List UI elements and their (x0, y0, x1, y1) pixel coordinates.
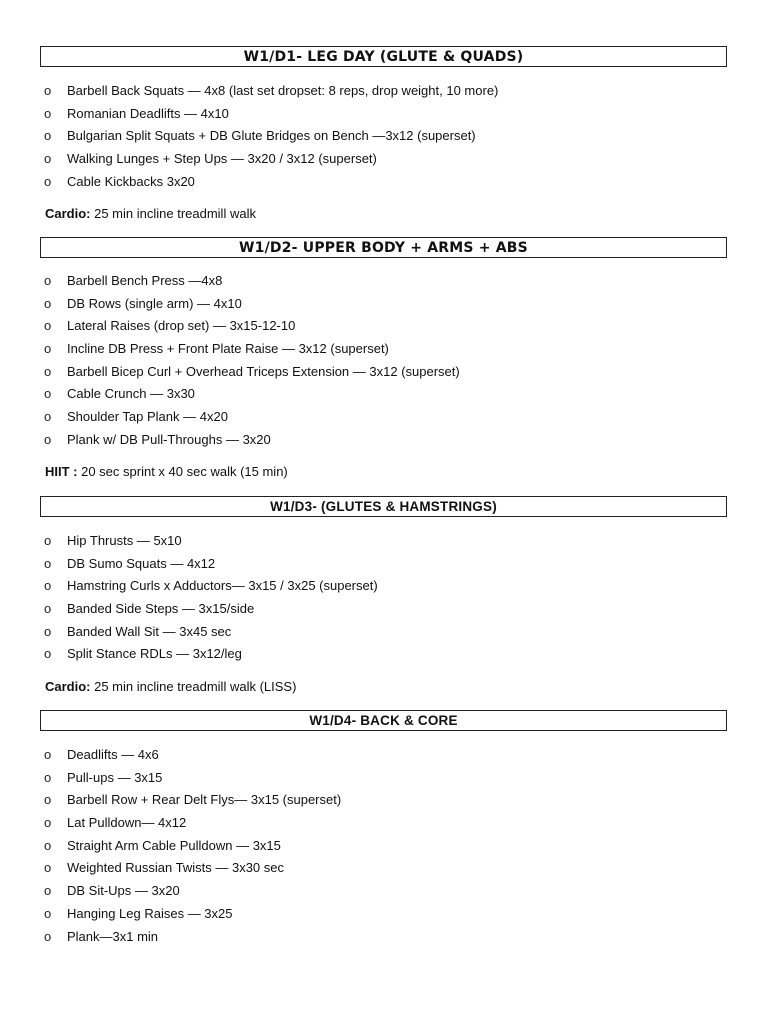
bullet-icon: o (44, 837, 52, 853)
day3-title: W1/D3- (GLUTES & HAMSTRINGS) (40, 496, 727, 517)
exercise-text: Barbell Bicep Curl + Overhead Triceps Extension — 3x12 (superset) (67, 363, 460, 379)
exercise-item (44, 361, 460, 384)
day1-cardio-label: Cardio: (45, 206, 91, 221)
exercise-item (44, 643, 378, 666)
exercise-item (44, 125, 498, 148)
bullet-icon: o (44, 151, 52, 167)
exercise-text: Hip Thrusts — 5x10 (67, 533, 182, 548)
exercise-item (44, 598, 378, 621)
exercise-text: Split Stance RDLs — 3x12/leg (67, 646, 242, 662)
exercise-item (44, 270, 460, 293)
day3-cardio-text: 25 min incline treadmill walk (LISS) (90, 679, 297, 694)
day1-exercise-list (44, 80, 498, 193)
exercise-text: Barbell Bench Press —4x8 (67, 273, 223, 288)
exercise-item (44, 880, 341, 903)
day2-title: W1/D2- UPPER BODY + ARMS + ABS (40, 237, 727, 258)
exercise-text: Bulgarian Split Squats + DB Glute Bridges on Bench —3x12 (superset) (67, 128, 476, 144)
day1-cardio-text: 25 min incline treadmill walk (90, 206, 256, 221)
bullet-icon: o (44, 769, 52, 785)
day1-title: W1/D1- LEG DAY (GLUTE & QUADS) (40, 46, 727, 67)
bullet-icon: o (44, 386, 52, 402)
exercise-text: Hanging Leg Raises — 3x25 (67, 905, 233, 921)
bullet-icon: o (44, 273, 52, 288)
exercise-item (44, 293, 460, 316)
bullet-icon: o (44, 905, 52, 921)
bullet-icon: o (44, 318, 52, 334)
day3-cardio-label: Cardio: (45, 679, 91, 694)
exercise-item (44, 903, 341, 926)
bullet-icon: o (44, 601, 52, 617)
bullet-icon: o (44, 173, 52, 189)
bullet-icon: o (44, 105, 52, 121)
exercise-item (44, 575, 378, 598)
bullet-icon: o (44, 533, 52, 548)
bullet-icon: o (44, 431, 52, 447)
day4-exercise-list (44, 744, 341, 948)
exercise-text: Pull-ups — 3x15 (67, 769, 163, 785)
day2-exercise-list (44, 270, 460, 452)
exercise-item (44, 148, 498, 171)
exercise-text: Deadlifts — 4x6 (67, 747, 159, 762)
exercise-item (44, 530, 378, 553)
exercise-text: Shoulder Tap Plank — 4x20 (67, 409, 228, 425)
day2-hiit-text: 20 sec sprint x 40 sec walk (15 min) (77, 464, 288, 479)
exercise-text: Barbell Row + Rear Delt Flys— 3x15 (superset) (67, 792, 342, 808)
day2-hiit-label: HIIT : (45, 464, 78, 479)
exercise-item (44, 553, 378, 576)
exercise-item (44, 857, 341, 880)
bullet-icon: o (44, 295, 52, 311)
bullet-icon: o (44, 815, 52, 831)
bullet-icon: o (44, 883, 52, 899)
exercise-text: Cable Kickbacks 3x20 (67, 173, 195, 189)
day1-cardio-note (45, 206, 256, 221)
exercise-item (44, 744, 341, 767)
bullet-icon: o (44, 747, 52, 762)
exercise-item (44, 429, 460, 452)
bullet-icon: o (44, 128, 52, 144)
exercise-text: Plank—3x1 min (67, 928, 159, 944)
bullet-icon: o (44, 555, 52, 571)
exercise-item (44, 338, 460, 361)
exercise-text: DB Rows (single arm) — 4x10 (67, 295, 242, 311)
day4-title: W1/D4- BACK & CORE (40, 710, 727, 731)
exercise-item (44, 789, 341, 812)
day3-exercise-list (44, 530, 378, 666)
exercise-item (44, 621, 378, 644)
bullet-icon: o (44, 578, 52, 594)
bullet-icon: o (44, 341, 52, 357)
bullet-icon: o (44, 928, 52, 944)
exercise-text: Walking Lunges + Step Ups — 3x20 / 3x12 (superset) (67, 151, 377, 167)
bullet-icon: o (44, 83, 52, 98)
exercise-text: DB Sit-Ups — 3x20 (67, 883, 180, 899)
bullet-icon: o (44, 623, 52, 639)
exercise-item (44, 383, 460, 406)
exercise-item (44, 926, 341, 949)
exercise-text: Incline DB Press + Front Plate Raise — 3x12 (superset) (67, 341, 389, 357)
exercise-item (44, 767, 341, 790)
bullet-icon: o (44, 860, 52, 876)
bullet-icon: o (44, 792, 52, 808)
exercise-text: Straight Arm Cable Pulldown — 3x15 (67, 837, 281, 853)
exercise-text: DB Sumo Squats — 4x12 (67, 555, 216, 571)
exercise-item (44, 103, 498, 126)
bullet-icon: o (44, 363, 52, 379)
exercise-text: Banded Wall Sit — 3x45 sec (67, 623, 232, 639)
exercise-text: Weighted Russian Twists — 3x30 sec (67, 860, 285, 876)
exercise-item (44, 406, 460, 429)
exercise-text: Hamstring Curls x Adductors— 3x15 / 3x25 (superset) (67, 578, 378, 594)
day2-hiit-note (45, 464, 288, 479)
exercise-text: Barbell Back Squats — 4x8 (last set dropset: 8 reps, drop weight, 10 more) (67, 83, 499, 98)
exercise-text: Plank w/ DB Pull-Throughs — 3x20 (67, 431, 271, 447)
exercise-text: Cable Crunch — 3x30 (67, 386, 195, 402)
bullet-icon: o (44, 646, 52, 662)
exercise-text: Romanian Deadlifts — 4x10 (67, 105, 229, 121)
exercise-item (44, 80, 498, 103)
exercise-item (44, 315, 460, 338)
exercise-item (44, 812, 341, 835)
day3-cardio-note (45, 679, 296, 694)
exercise-text: Lateral Raises (drop set) — 3x15-12-10 (67, 318, 296, 334)
exercise-text: Banded Side Steps — 3x15/side (67, 601, 255, 617)
exercise-item (44, 171, 498, 194)
exercise-text: Lat Pulldown— 4x12 (67, 815, 187, 831)
exercise-item (44, 835, 341, 858)
bullet-icon: o (44, 409, 52, 425)
